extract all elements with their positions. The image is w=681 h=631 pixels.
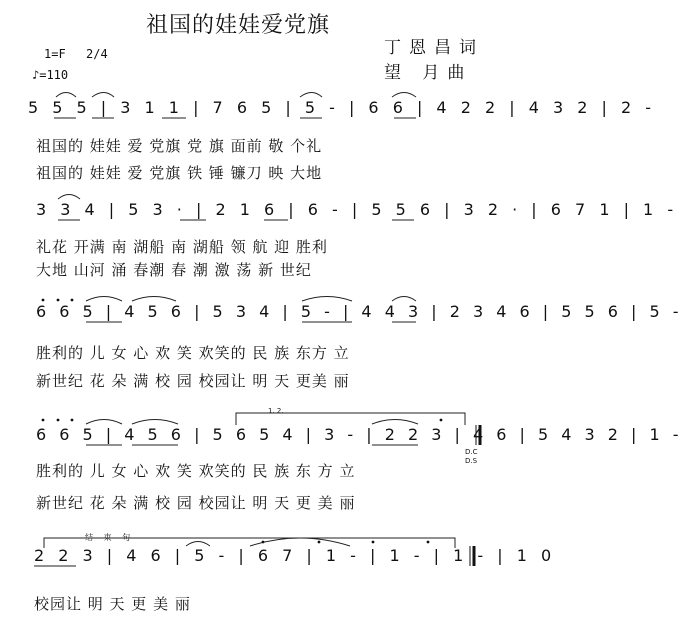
lyrics-row-2-verse-2: 大地 山河 涌 春潮 春 潮 激 荡 新 世纪 [36, 261, 312, 279]
time-signature: 2/4 [86, 47, 108, 61]
tempo-marking: ♪=110 [32, 68, 69, 82]
dc-marking: D.C [465, 448, 478, 456]
notation-row-3: 6 6 5 | 4 5 6 | 5 3 4 | 5 - | 4 4 3 | 2 3 4 6 | 5 5 6 | 5 - [36, 302, 681, 321]
composer-credit: 望 月曲 [384, 63, 473, 83]
lyrics-row-4-verse-1: 胜利的 儿 女 心 欢 笑 欢笑的 民 族 东 方 立 [36, 462, 356, 480]
notation-row-4: 6 6 5 | 4 5 6 | 5 6 5 4 | 3 - | 2 2 3 | 4 6 | 5 4 3 2 | 1 - [36, 425, 681, 444]
ds-marking: D.S [465, 457, 478, 465]
lyrics-row-5: 校园让 明 天 更 美 丽 [34, 595, 191, 613]
notation-row-1: 5 5 5 | 3 1 1 | 7 6 5 | 5 - | 6 6 | 4 2 2 | 4 3 2 | 2 - [28, 98, 654, 117]
lyrics-row-3-verse-1: 胜利的 儿 女 心 欢 笑 欢笑的 民 族 东方 立 [36, 344, 350, 362]
lyrics-row-3-verse-2: 新世纪 花 朵 满 校 园 校园让 明 天 更美 丽 [36, 372, 350, 390]
ending-label: 结 束 句 [85, 533, 135, 542]
song-title: 祖国的娃娃爱党旗 [146, 13, 331, 38]
notation-row-2: 3 3 4 | 5 3 · | 2 1 6 | 6 - | 5 5 6 | 3 2 · | 6 7 1 | 1 - [36, 200, 676, 219]
lyrics-row-1-verse-2: 祖国的 娃娃 爱 党旗 铁 锤 镰刀 映 大地 [36, 164, 323, 182]
key-signature: 1=F [44, 47, 66, 61]
lyricist-credit: 丁恩昌词 [384, 38, 484, 58]
volta-label: 1. 2. [268, 407, 284, 415]
lyrics-row-1-verse-1: 祖国的 娃娃 爱 党旗 党 旗 面前 敬 个礼 [36, 137, 323, 155]
notation-row-5: 2 2 3 | 4 6 | 5 - | 6 7 | 1 - | 1 - | 1 - | 1 0 [34, 546, 554, 565]
lyrics-row-4-verse-2: 新世纪 花 朵 满 校 园 校园让 明 天 更 美 丽 [36, 494, 356, 512]
lyrics-row-2-verse-1: 礼花 开满 南 湖船 南 湖船 领 航 迎 胜利 [36, 238, 328, 256]
